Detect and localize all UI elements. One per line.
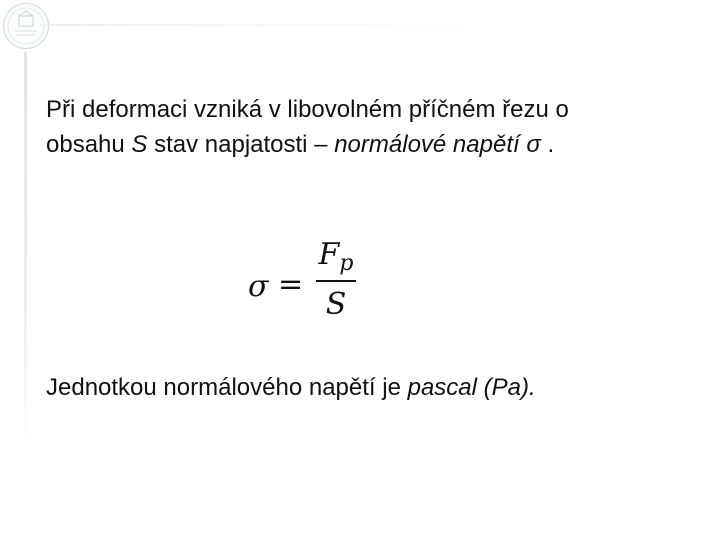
stress-symbol: σ <box>519 131 541 158</box>
definition-text-obsahu: obsahu <box>46 131 132 158</box>
formula-equals-sign: = <box>278 267 304 302</box>
formula-denominator: S <box>325 287 347 322</box>
unit-paragraph <box>46 370 536 405</box>
formula-force-symbol: F <box>318 237 340 272</box>
horizontal-decorative-rule <box>40 24 480 26</box>
university-logo-icon <box>4 4 48 48</box>
formula-numerator <box>316 236 356 274</box>
unit-text: Jednotkou normálového napětí je <box>46 374 408 401</box>
definition-period: . <box>540 131 555 158</box>
university-logo <box>3 3 49 49</box>
formula-fraction-bar <box>316 280 356 282</box>
definition-paragraph <box>46 92 569 162</box>
area-symbol: S <box>131 131 148 158</box>
unit-name: pascal <box>407 374 477 401</box>
definition-text-stav: stav napjatosti – <box>147 131 335 158</box>
unit-abbreviation: (Pa). <box>476 374 536 401</box>
vertical-decorative-rule <box>24 52 27 447</box>
definition-text-line1: Při deformaci vzniká v libovolném příčném řezu o <box>46 96 569 123</box>
formula-fraction <box>316 236 356 324</box>
normal-stress-term: normálové napětí <box>334 131 520 158</box>
formula-force-subscript: p <box>339 251 354 276</box>
formula-lhs-sigma: σ <box>248 269 269 304</box>
